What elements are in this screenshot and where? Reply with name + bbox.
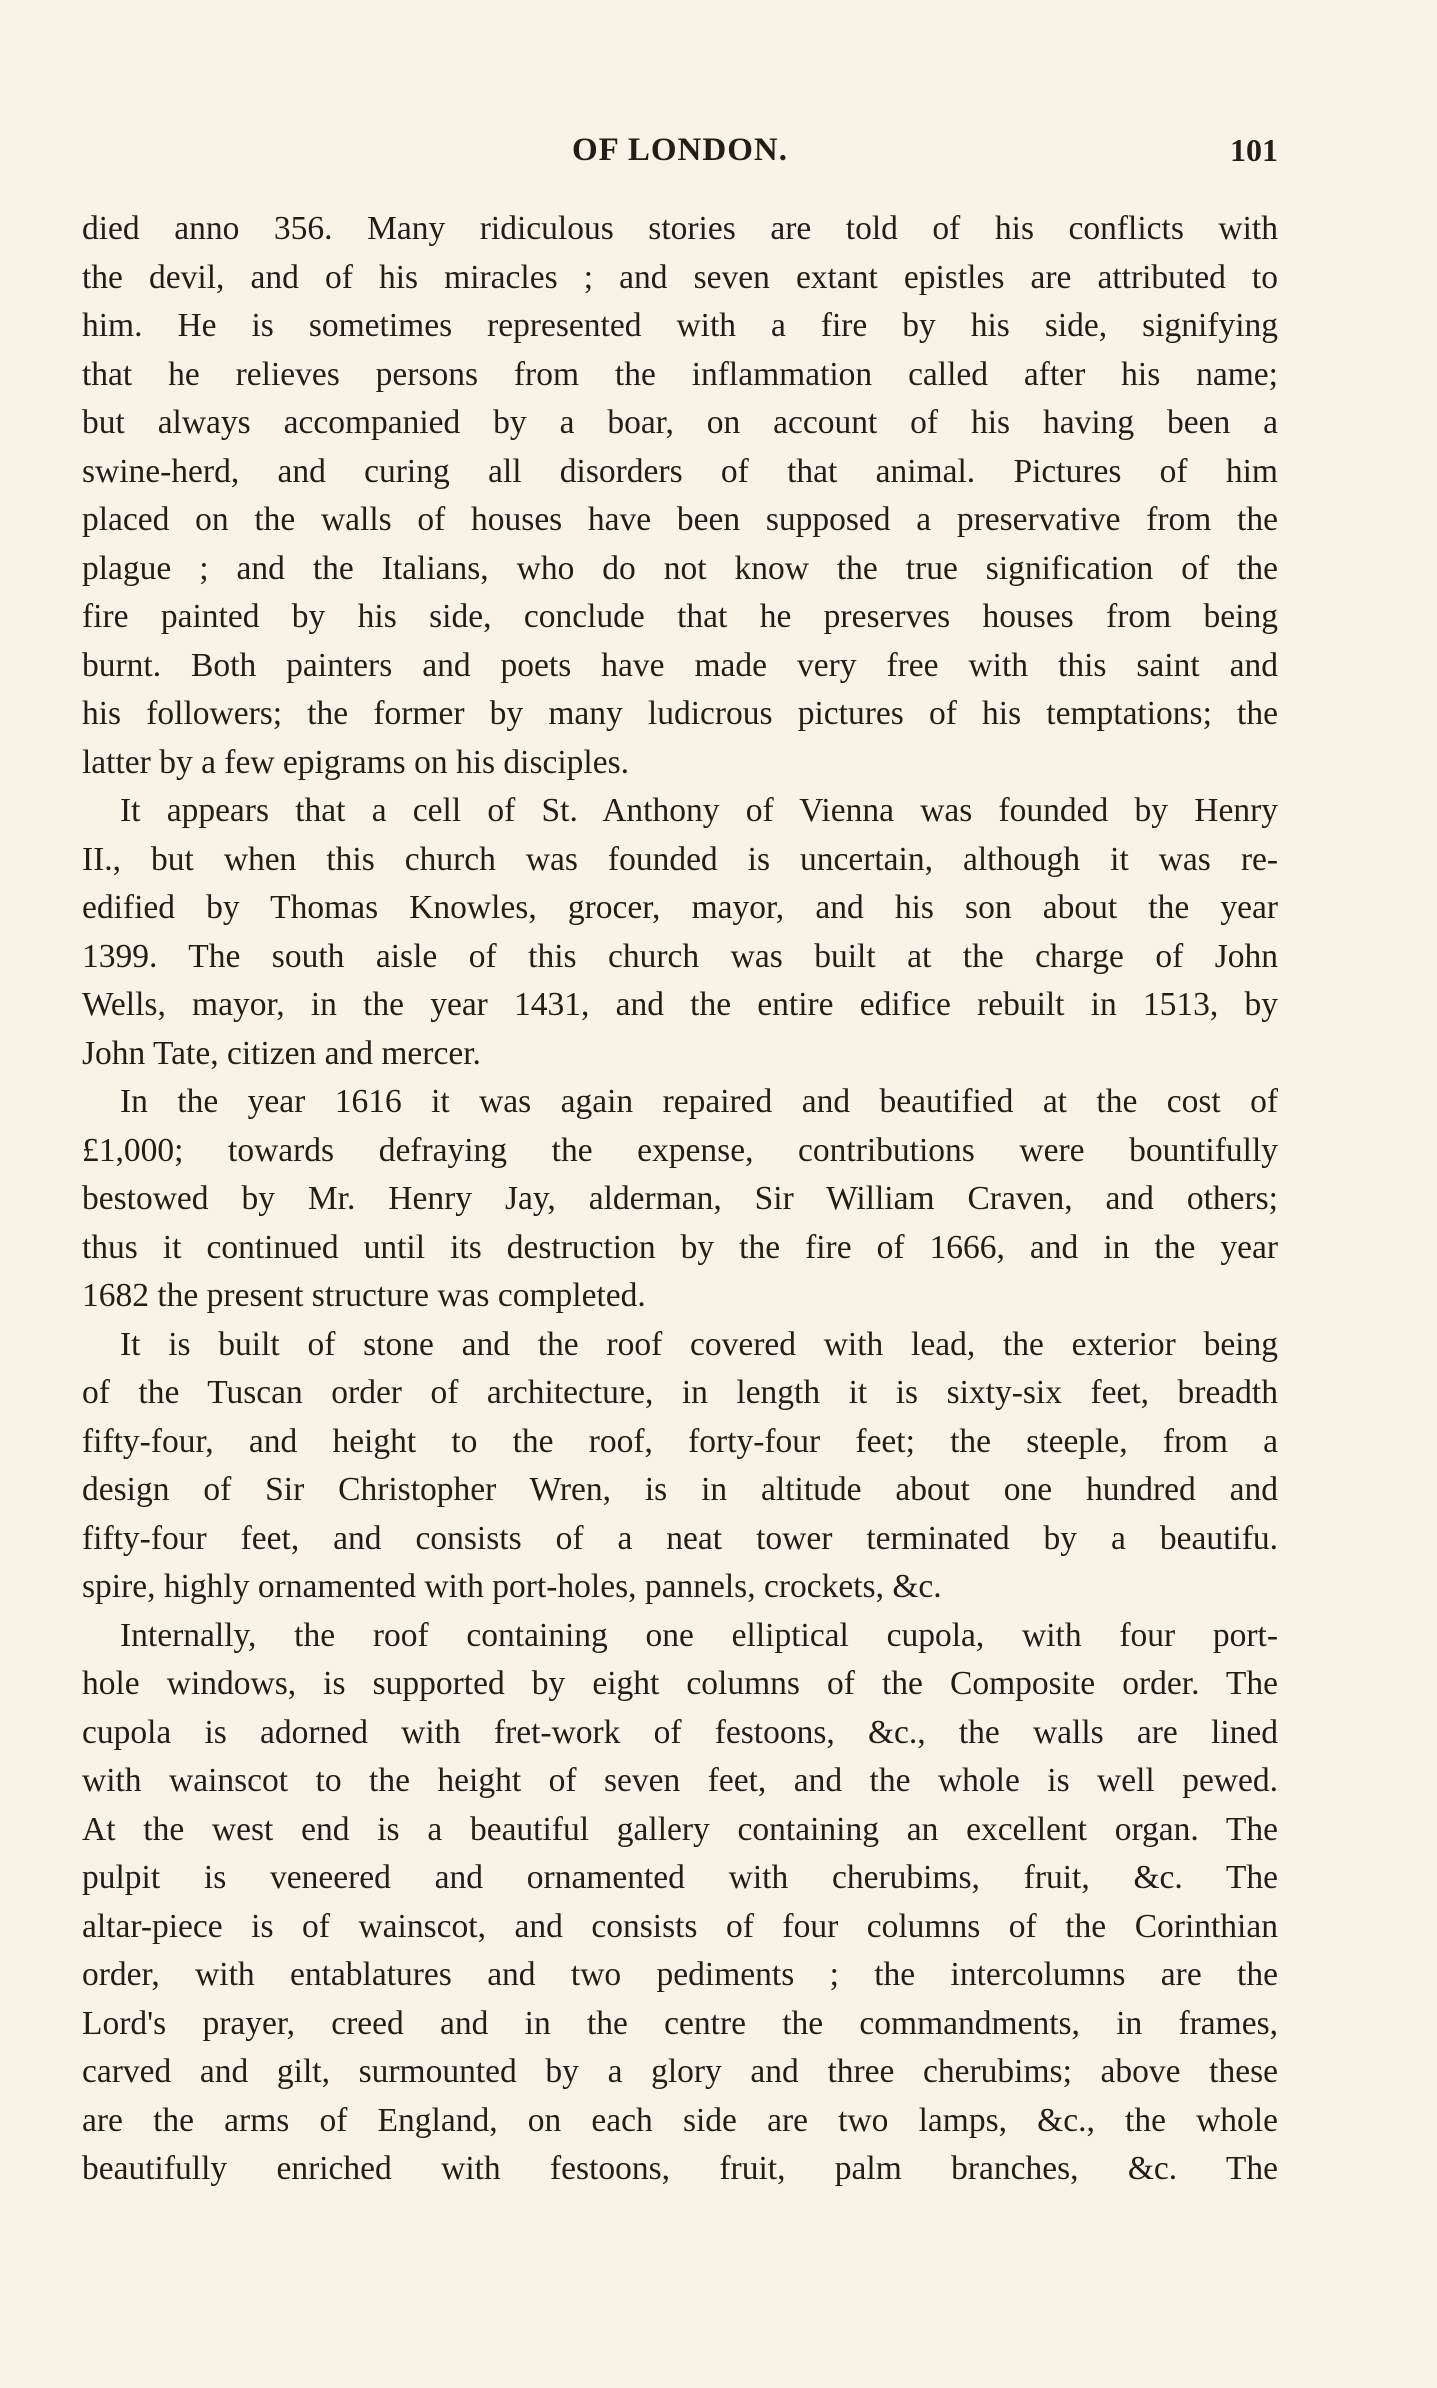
text-line: edified by Thomas Knowles, grocer, mayor, and his son about the year [82,889,1278,926]
text-line: placed on the walls of houses have been supposed a preservative from the [82,501,1278,538]
text-line: fire painted by his side, conclude that he preserves houses from being [82,598,1278,635]
text-line: 1399. The south aisle of this church was built at the charge of John [82,937,1278,975]
text-line: bestowed by Mr. Henry Jay, alderman, Sir William Craven, and others; [82,1180,1278,1217]
page-number: 101 [1230,132,1278,168]
text-line: 1682 the present structure was completed. [82,1277,646,1314]
text-line: II., but when this church was founded is uncertain, although it was re- [82,840,1278,878]
text-line: fifty-four, and height to the roof, forty-four feet; the steeple, from a [82,1422,1278,1460]
running-title: OF LONDON. [572,132,788,168]
body-text [82,205,1278,2194]
text-line: pulpit is veneered and ornamented with cherubims, fruit, &c. The [82,1859,1278,1896]
text-line: thus it continued until its destruction by the fire of 1666, and in the year [82,1228,1278,1266]
text-line: £1,000; towards defraying the expense, contributions were bountifully [82,1131,1278,1169]
text-line: latter by a few epigrams on his disciples. [82,743,630,781]
text-line: hole windows, is supported by eight columns of the Composite order. The [82,1665,1278,1702]
text-line: cupola is adorned with fret-work of festoons, &c., the walls are lined [82,1713,1278,1751]
text-line: order, with entablatures and two pediments ; the intercolumns are the [82,1956,1278,1993]
text-line: Lord's prayer, creed and in the centre the commandments, in frames, [82,2004,1278,2042]
text-line: swine-herd, and curing all disorders of that animal. Pictures of him [82,452,1278,490]
text-line: spire, highly ornamented with port-holes, pannels, crockets, &c. [82,1568,942,1605]
paragraph [82,205,1278,787]
text-line: him. He is sometimes represented with a fire by his side, signifying [82,307,1278,344]
text-line: It appears that a cell of St. Anthony of Vienna was founded by Henry [120,792,1278,829]
paragraph [82,1321,1278,1612]
text-line: carved and gilt, surmounted by a glory and three cherubims; above these [82,2053,1278,2090]
text-line: with wainscot to the height of seven feet, and the whole is well pewed. [82,1762,1278,1799]
text-line: the devil, and of his miracles ; and seven extant epistles are attributed to [82,258,1278,296]
text-line: It is built of stone and the roof covered with lead, the exterior being [120,1325,1278,1363]
text-line: that he relieves persons from the inflammation called after his name; [82,355,1278,393]
paragraph [82,1078,1278,1321]
paragraph [82,787,1278,1078]
text-line: burnt. Both painters and poets have made very free with this saint and [82,646,1278,684]
text-line: his followers; the former by many ludicrous pictures of his temptations; the [82,695,1278,732]
text-line: plague ; and the Italians, who do not know the true signification of the [82,549,1278,587]
text-line: design of Sir Christopher Wren, is in altitude about one hundred and [82,1471,1278,1508]
text-line: are the arms of England, on each side are two lamps, &c., the whole [82,2101,1278,2139]
text-line: of the Tuscan order of architecture, in length it is sixty-six feet, breadth [82,1374,1278,1411]
text-line: In the year 1616 it was again repaired and beautified at the cost of [120,1083,1278,1120]
text-line: but always accompanied by a boar, on account of his having been a [82,404,1278,441]
text-line: Wells, mayor, in the year 1431, and the entire edifice rebuilt in 1513, by [82,986,1278,1023]
paragraph [82,1612,1278,2194]
text-line: beautifully enriched with festoons, fruit, palm branches, &c. The [82,2150,1278,2187]
text-line: At the west end is a beautiful gallery containing an excellent organ. The [82,1810,1278,1848]
text-line: died anno 356. Many ridiculous stories are told of his conflicts with [82,210,1278,247]
text-line: altar-piece is of wainscot, and consists of four columns of the Corinthian [82,1907,1278,1945]
text-line: fifty-four feet, and consists of a neat tower terminated by a beautifu. [82,1519,1278,1557]
text-line: John Tate, citizen and mercer. [82,1034,481,1072]
running-head [82,132,1278,182]
text-line: Internally, the roof containing one elliptical cupola, with four port- [120,1616,1278,1654]
